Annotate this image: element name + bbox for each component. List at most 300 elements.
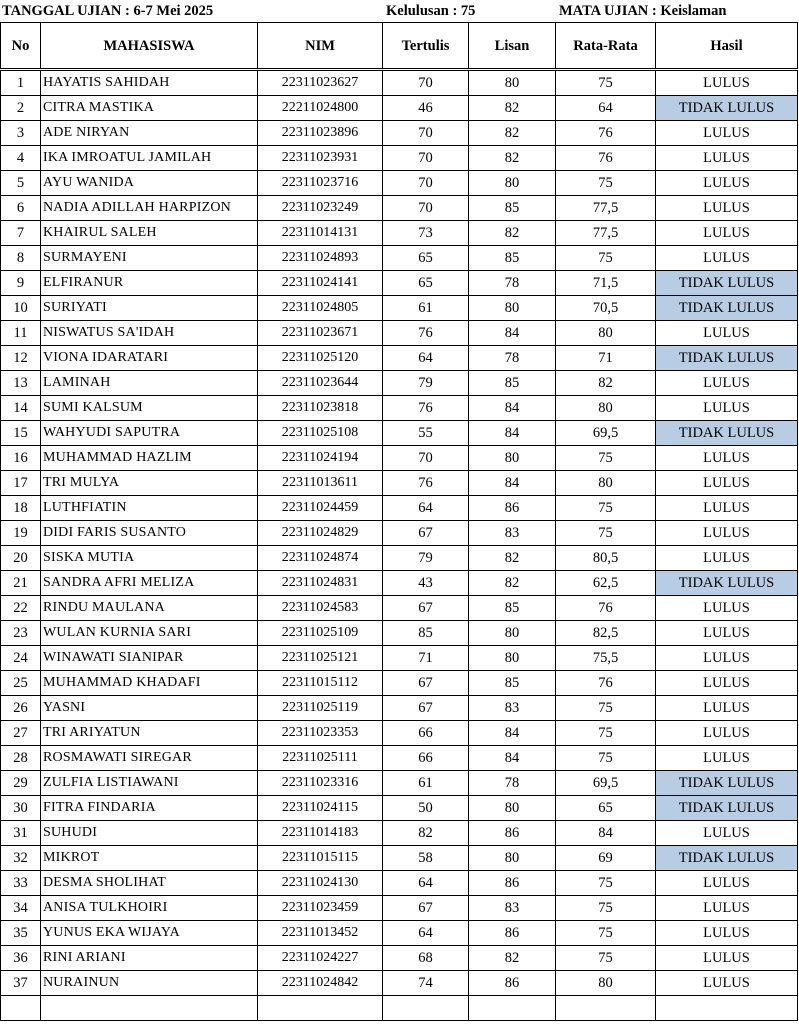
cell-name: WULAN KURNIA SARI xyxy=(41,621,258,646)
cell-no: 27 xyxy=(1,721,41,746)
cell-lisan: 86 xyxy=(469,921,556,946)
cell-nim: 22311015112 xyxy=(258,671,383,696)
cell-no: 12 xyxy=(1,346,41,371)
cell-lisan: 82 xyxy=(469,946,556,971)
cell-tertulis: 70 xyxy=(383,446,469,471)
cell-tertulis: 67 xyxy=(383,521,469,546)
cell-no: 4 xyxy=(1,146,41,171)
cell-name: LAMINAH xyxy=(41,371,258,396)
cell-tertulis: 67 xyxy=(383,596,469,621)
cell-hasil: LULUS xyxy=(656,171,798,196)
cell-name: ADE NIRYAN xyxy=(41,121,258,146)
cell-tertulis: 73 xyxy=(383,221,469,246)
cell-lisan: 80 xyxy=(469,171,556,196)
table-row xyxy=(1,271,798,296)
empty-cell xyxy=(469,996,556,1021)
cell-rata-rata: 76 xyxy=(556,121,656,146)
cell-rata-rata: 71 xyxy=(556,346,656,371)
cell-lisan: 84 xyxy=(469,746,556,771)
cell-hasil: LULUS xyxy=(656,396,798,421)
table-row xyxy=(1,671,798,696)
cell-rata-rata: 77,5 xyxy=(556,221,656,246)
cell-lisan: 85 xyxy=(469,671,556,696)
cell-lisan: 85 xyxy=(469,596,556,621)
cell-no: 31 xyxy=(1,821,41,846)
table-row xyxy=(1,146,798,171)
cell-tertulis: 64 xyxy=(383,496,469,521)
cell-nim: 22311013452 xyxy=(258,921,383,946)
cell-nim: 22311024842 xyxy=(258,971,383,996)
cell-rata-rata: 82 xyxy=(556,371,656,396)
table-row xyxy=(1,646,798,671)
cell-hasil: LULUS xyxy=(656,821,798,846)
cell-nim: 22311023353 xyxy=(258,721,383,746)
cell-tertulis: 68 xyxy=(383,946,469,971)
exam-subject: MATA UJIAN : Keislaman xyxy=(559,3,727,19)
cell-lisan: 78 xyxy=(469,771,556,796)
cell-nim: 22311015115 xyxy=(258,846,383,871)
cell-no: 6 xyxy=(1,196,41,221)
cell-tertulis: 70 xyxy=(383,171,469,196)
cell-rata-rata: 69,5 xyxy=(556,421,656,446)
cell-rata-rata: 75 xyxy=(556,446,656,471)
table-row xyxy=(1,546,798,571)
table-row xyxy=(1,446,798,471)
table-row xyxy=(1,696,798,721)
cell-name: AYU WANIDA xyxy=(41,171,258,196)
cell-no: 17 xyxy=(1,471,41,496)
cell-name: IKA IMROATUL JAMILAH xyxy=(41,146,258,171)
cell-rata-rata: 75 xyxy=(556,721,656,746)
cell-rata-rata: 80 xyxy=(556,971,656,996)
cell-nim: 22311024227 xyxy=(258,946,383,971)
cell-hasil: TIDAK LULUS xyxy=(656,571,798,596)
cell-tertulis: 65 xyxy=(383,271,469,296)
cell-hasil: LULUS xyxy=(656,621,798,646)
cell-lisan: 80 xyxy=(469,846,556,871)
table-row xyxy=(1,621,798,646)
cell-nim: 22311025119 xyxy=(258,696,383,721)
cell-tertulis: 50 xyxy=(383,796,469,821)
cell-lisan: 82 xyxy=(469,546,556,571)
cell-nim: 22311013611 xyxy=(258,471,383,496)
cell-nim: 22311024829 xyxy=(258,521,383,546)
table-row xyxy=(1,296,798,321)
cell-hasil: LULUS xyxy=(656,196,798,221)
cell-rata-rata: 75 xyxy=(556,896,656,921)
col-header-rata-rata: Rata-Rata xyxy=(556,23,656,70)
cell-hasil: TIDAK LULUS xyxy=(656,96,798,121)
cell-hasil: LULUS xyxy=(656,121,798,146)
cell-no: 25 xyxy=(1,671,41,696)
col-header-lisan: Lisan xyxy=(469,23,556,70)
cell-rata-rata: 75 xyxy=(556,246,656,271)
cell-rata-rata: 69,5 xyxy=(556,771,656,796)
table-row xyxy=(1,746,798,771)
table-row xyxy=(1,896,798,921)
table-row xyxy=(1,796,798,821)
cell-rata-rata: 80 xyxy=(556,396,656,421)
empty-cell xyxy=(383,996,469,1021)
cell-nim: 22311024874 xyxy=(258,546,383,571)
cell-name: MUHAMMAD HAZLIM xyxy=(41,446,258,471)
cell-lisan: 83 xyxy=(469,521,556,546)
table-row xyxy=(1,321,798,346)
cell-nim: 22311023644 xyxy=(258,371,383,396)
cell-tertulis: 67 xyxy=(383,671,469,696)
empty-cell xyxy=(258,996,383,1021)
cell-rata-rata: 75 xyxy=(556,521,656,546)
cell-hasil: LULUS xyxy=(656,546,798,571)
cell-name: HAYATIS SAHIDAH xyxy=(41,70,258,96)
cell-tertulis: 55 xyxy=(383,421,469,446)
cell-name: WINAWATI SIANIPAR xyxy=(41,646,258,671)
cell-no: 28 xyxy=(1,746,41,771)
cell-tertulis: 79 xyxy=(383,546,469,571)
cell-rata-rata: 70,5 xyxy=(556,296,656,321)
table-row xyxy=(1,121,798,146)
cell-nim: 22311023459 xyxy=(258,896,383,921)
cell-no: 16 xyxy=(1,446,41,471)
cell-lisan: 84 xyxy=(469,471,556,496)
cell-hasil: LULUS xyxy=(656,496,798,521)
cell-hasil: LULUS xyxy=(656,321,798,346)
cell-tertulis: 67 xyxy=(383,896,469,921)
cell-hasil: LULUS xyxy=(656,446,798,471)
cell-tertulis: 64 xyxy=(383,871,469,896)
cell-no: 7 xyxy=(1,221,41,246)
cell-tertulis: 61 xyxy=(383,771,469,796)
cell-tertulis: 79 xyxy=(383,371,469,396)
cell-rata-rata: 80 xyxy=(556,321,656,346)
cell-tertulis: 85 xyxy=(383,621,469,646)
table-row xyxy=(1,771,798,796)
cell-nim: 22311023627 xyxy=(258,70,383,96)
cell-no: 13 xyxy=(1,371,41,396)
cell-name: SURMAYENI xyxy=(41,246,258,271)
cell-hasil: LULUS xyxy=(656,246,798,271)
cell-hasil: TIDAK LULUS xyxy=(656,771,798,796)
cell-tertulis: 71 xyxy=(383,646,469,671)
cell-lisan: 82 xyxy=(469,571,556,596)
cell-name: LUTHFIATIN xyxy=(41,496,258,521)
cell-no: 20 xyxy=(1,546,41,571)
table-row xyxy=(1,221,798,246)
cell-lisan: 84 xyxy=(469,321,556,346)
cell-name: NISWATUS SA'IDAH xyxy=(41,321,258,346)
cell-no: 26 xyxy=(1,696,41,721)
cell-rata-rata: 84 xyxy=(556,821,656,846)
cell-hasil: LULUS xyxy=(656,471,798,496)
cell-rata-rata: 75 xyxy=(556,171,656,196)
cell-lisan: 86 xyxy=(469,821,556,846)
cell-tertulis: 74 xyxy=(383,971,469,996)
cell-no: 35 xyxy=(1,921,41,946)
cell-name: RINDU MAULANA xyxy=(41,596,258,621)
table-row xyxy=(1,421,798,446)
cell-name: SUHUDI xyxy=(41,821,258,846)
cell-nim: 22311025120 xyxy=(258,346,383,371)
col-header-hasil: Hasil xyxy=(656,23,798,70)
cell-no: 21 xyxy=(1,571,41,596)
cell-rata-rata: 80,5 xyxy=(556,546,656,571)
table-row xyxy=(1,921,798,946)
cell-name: FITRA FINDARIA xyxy=(41,796,258,821)
cell-name: ANISA TULKHOIRI xyxy=(41,896,258,921)
cell-tertulis: 65 xyxy=(383,246,469,271)
cell-rata-rata: 64 xyxy=(556,96,656,121)
cell-rata-rata: 62,5 xyxy=(556,571,656,596)
cell-hasil: LULUS xyxy=(656,371,798,396)
table-row xyxy=(1,396,798,421)
cell-nim: 22311025109 xyxy=(258,621,383,646)
cell-no: 1 xyxy=(1,70,41,96)
cell-hasil: TIDAK LULUS xyxy=(656,421,798,446)
cell-tertulis: 82 xyxy=(383,821,469,846)
cell-no: 18 xyxy=(1,496,41,521)
cell-name: SISKA MUTIA xyxy=(41,546,258,571)
cell-no: 19 xyxy=(1,521,41,546)
empty-row xyxy=(1,996,798,1021)
cell-rata-rata: 75 xyxy=(556,921,656,946)
table-row xyxy=(1,196,798,221)
cell-hasil: LULUS xyxy=(656,721,798,746)
cell-lisan: 83 xyxy=(469,696,556,721)
cell-no: 29 xyxy=(1,771,41,796)
table-row xyxy=(1,346,798,371)
cell-no: 33 xyxy=(1,871,41,896)
col-header-no: No xyxy=(1,23,41,70)
cell-hasil: LULUS xyxy=(656,971,798,996)
cell-nim: 22311023316 xyxy=(258,771,383,796)
cell-tertulis: 64 xyxy=(383,921,469,946)
cell-nim: 22311024130 xyxy=(258,871,383,896)
cell-nim: 22311024583 xyxy=(258,596,383,621)
cell-lisan: 78 xyxy=(469,271,556,296)
cell-rata-rata: 75 xyxy=(556,746,656,771)
cell-lisan: 82 xyxy=(469,146,556,171)
cell-lisan: 82 xyxy=(469,96,556,121)
col-header-tertulis: Tertulis xyxy=(383,23,469,70)
cell-hasil: LULUS xyxy=(656,946,798,971)
cell-nim: 22311025121 xyxy=(258,646,383,671)
results-table xyxy=(0,22,798,1021)
table-row xyxy=(1,946,798,971)
cell-lisan: 80 xyxy=(469,296,556,321)
cell-nim: 22311025108 xyxy=(258,421,383,446)
cell-tertulis: 67 xyxy=(383,696,469,721)
cell-nim: 22311024893 xyxy=(258,246,383,271)
cell-rata-rata: 75 xyxy=(556,70,656,96)
cell-no: 9 xyxy=(1,271,41,296)
cell-rata-rata: 75 xyxy=(556,871,656,896)
cell-nim: 22311024805 xyxy=(258,296,383,321)
cell-tertulis: 76 xyxy=(383,321,469,346)
cell-rata-rata: 75 xyxy=(556,696,656,721)
table-row xyxy=(1,371,798,396)
cell-rata-rata: 76 xyxy=(556,671,656,696)
cell-name: ELFIRANUR xyxy=(41,271,258,296)
cell-no: 24 xyxy=(1,646,41,671)
cell-rata-rata: 75 xyxy=(556,946,656,971)
table-header-row xyxy=(1,23,798,70)
cell-rata-rata: 69 xyxy=(556,846,656,871)
cell-lisan: 82 xyxy=(469,121,556,146)
cell-tertulis: 66 xyxy=(383,721,469,746)
cell-hasil: LULUS xyxy=(656,596,798,621)
cell-name: MIKROT xyxy=(41,846,258,871)
cell-no: 11 xyxy=(1,321,41,346)
empty-cell xyxy=(656,996,798,1021)
cell-hasil: LULUS xyxy=(656,646,798,671)
cell-hasil: TIDAK LULUS xyxy=(656,796,798,821)
cell-hasil: LULUS xyxy=(656,871,798,896)
cell-tertulis: 76 xyxy=(383,396,469,421)
cell-nim: 22311014131 xyxy=(258,221,383,246)
cell-name: YUNUS EKA WIJAYA xyxy=(41,921,258,946)
cell-nim: 22311024194 xyxy=(258,446,383,471)
passing-grade: Kelulusan : 75 xyxy=(386,3,476,19)
cell-tertulis: 70 xyxy=(383,196,469,221)
exam-date: TANGGAL UJIAN : 6-7 Mei 2025 xyxy=(2,3,214,19)
cell-no: 5 xyxy=(1,171,41,196)
table-row xyxy=(1,171,798,196)
cell-no: 3 xyxy=(1,121,41,146)
table-row xyxy=(1,846,798,871)
cell-name: SANDRA AFRI MELIZA xyxy=(41,571,258,596)
cell-lisan: 82 xyxy=(469,221,556,246)
cell-name: WAHYUDI SAPUTRA xyxy=(41,421,258,446)
cell-lisan: 80 xyxy=(469,646,556,671)
cell-no: 32 xyxy=(1,846,41,871)
cell-nim: 22311024115 xyxy=(258,796,383,821)
cell-hasil: LULUS xyxy=(656,921,798,946)
cell-name: KHAIRUL SALEH xyxy=(41,221,258,246)
table-row xyxy=(1,496,798,521)
cell-name: MUHAMMAD KHADAFI xyxy=(41,671,258,696)
cell-lisan: 85 xyxy=(469,371,556,396)
cell-name: DIDI FARIS SUSANTO xyxy=(41,521,258,546)
cell-tertulis: 64 xyxy=(383,346,469,371)
table-row xyxy=(1,70,798,96)
col-header-mahasiswa: MAHASISWA xyxy=(41,23,258,70)
cell-nim: 22311023931 xyxy=(258,146,383,171)
cell-no: 30 xyxy=(1,796,41,821)
cell-name: NADIA ADILLAH HARPIZON xyxy=(41,196,258,221)
cell-rata-rata: 75 xyxy=(556,496,656,521)
cell-nim: 22311025111 xyxy=(258,746,383,771)
cell-lisan: 80 xyxy=(469,446,556,471)
cell-name: SURIYATI xyxy=(41,296,258,321)
cell-hasil: TIDAK LULUS xyxy=(656,846,798,871)
table-row xyxy=(1,871,798,896)
cell-tertulis: 70 xyxy=(383,146,469,171)
cell-nim: 22311014183 xyxy=(258,821,383,846)
cell-rata-rata: 75,5 xyxy=(556,646,656,671)
cell-hasil: LULUS xyxy=(656,671,798,696)
table-row xyxy=(1,721,798,746)
cell-no: 2 xyxy=(1,96,41,121)
cell-lisan: 85 xyxy=(469,246,556,271)
cell-rata-rata: 65 xyxy=(556,796,656,821)
cell-lisan: 80 xyxy=(469,621,556,646)
table-row xyxy=(1,471,798,496)
cell-rata-rata: 71,5 xyxy=(556,271,656,296)
cell-name: NURAINUN xyxy=(41,971,258,996)
table-row xyxy=(1,971,798,996)
cell-tertulis: 76 xyxy=(383,471,469,496)
table-body xyxy=(1,70,798,1021)
cell-name: CITRA MASTIKA xyxy=(41,96,258,121)
cell-nim: 22311023249 xyxy=(258,196,383,221)
cell-lisan: 83 xyxy=(469,896,556,921)
cell-tertulis: 66 xyxy=(383,746,469,771)
table-row xyxy=(1,521,798,546)
cell-hasil: LULUS xyxy=(656,146,798,171)
cell-rata-rata: 76 xyxy=(556,596,656,621)
cell-name: TRI MULYA xyxy=(41,471,258,496)
cell-hasil: LULUS xyxy=(656,221,798,246)
cell-nim: 22311024459 xyxy=(258,496,383,521)
cell-hasil: LULUS xyxy=(656,521,798,546)
cell-nim: 22311023896 xyxy=(258,121,383,146)
cell-nim: 22311023716 xyxy=(258,171,383,196)
cell-lisan: 86 xyxy=(469,496,556,521)
cell-no: 22 xyxy=(1,596,41,621)
cell-lisan: 84 xyxy=(469,396,556,421)
cell-nim: 22311023671 xyxy=(258,321,383,346)
cell-rata-rata: 80 xyxy=(556,471,656,496)
cell-name: DESMA SHOLIHAT xyxy=(41,871,258,896)
cell-lisan: 78 xyxy=(469,346,556,371)
table-row xyxy=(1,96,798,121)
empty-cell xyxy=(556,996,656,1021)
cell-no: 10 xyxy=(1,296,41,321)
col-header-nim: NIM xyxy=(258,23,383,70)
cell-name: VIONA IDARATARI xyxy=(41,346,258,371)
cell-hasil: TIDAK LULUS xyxy=(656,296,798,321)
cell-name: ROSMAWATI SIREGAR xyxy=(41,746,258,771)
table-row xyxy=(1,596,798,621)
cell-name: TRI ARIYATUN xyxy=(41,721,258,746)
cell-hasil: LULUS xyxy=(656,70,798,96)
cell-rata-rata: 76 xyxy=(556,146,656,171)
cell-hasil: TIDAK LULUS xyxy=(656,271,798,296)
cell-lisan: 80 xyxy=(469,796,556,821)
cell-no: 23 xyxy=(1,621,41,646)
cell-tertulis: 43 xyxy=(383,571,469,596)
cell-hasil: LULUS xyxy=(656,746,798,771)
cell-tertulis: 58 xyxy=(383,846,469,871)
cell-nim: 22311024831 xyxy=(258,571,383,596)
cell-no: 8 xyxy=(1,246,41,271)
cell-tertulis: 61 xyxy=(383,296,469,321)
cell-hasil: TIDAK LULUS xyxy=(656,346,798,371)
sheet-header xyxy=(0,0,799,22)
cell-nim: 22211024800 xyxy=(258,96,383,121)
cell-rata-rata: 77,5 xyxy=(556,196,656,221)
cell-no: 14 xyxy=(1,396,41,421)
cell-lisan: 84 xyxy=(469,721,556,746)
empty-cell xyxy=(1,996,41,1021)
cell-lisan: 84 xyxy=(469,421,556,446)
cell-hasil: LULUS xyxy=(656,696,798,721)
cell-lisan: 86 xyxy=(469,871,556,896)
cell-rata-rata: 82,5 xyxy=(556,621,656,646)
cell-tertulis: 46 xyxy=(383,96,469,121)
cell-name: YASNI xyxy=(41,696,258,721)
cell-no: 34 xyxy=(1,896,41,921)
